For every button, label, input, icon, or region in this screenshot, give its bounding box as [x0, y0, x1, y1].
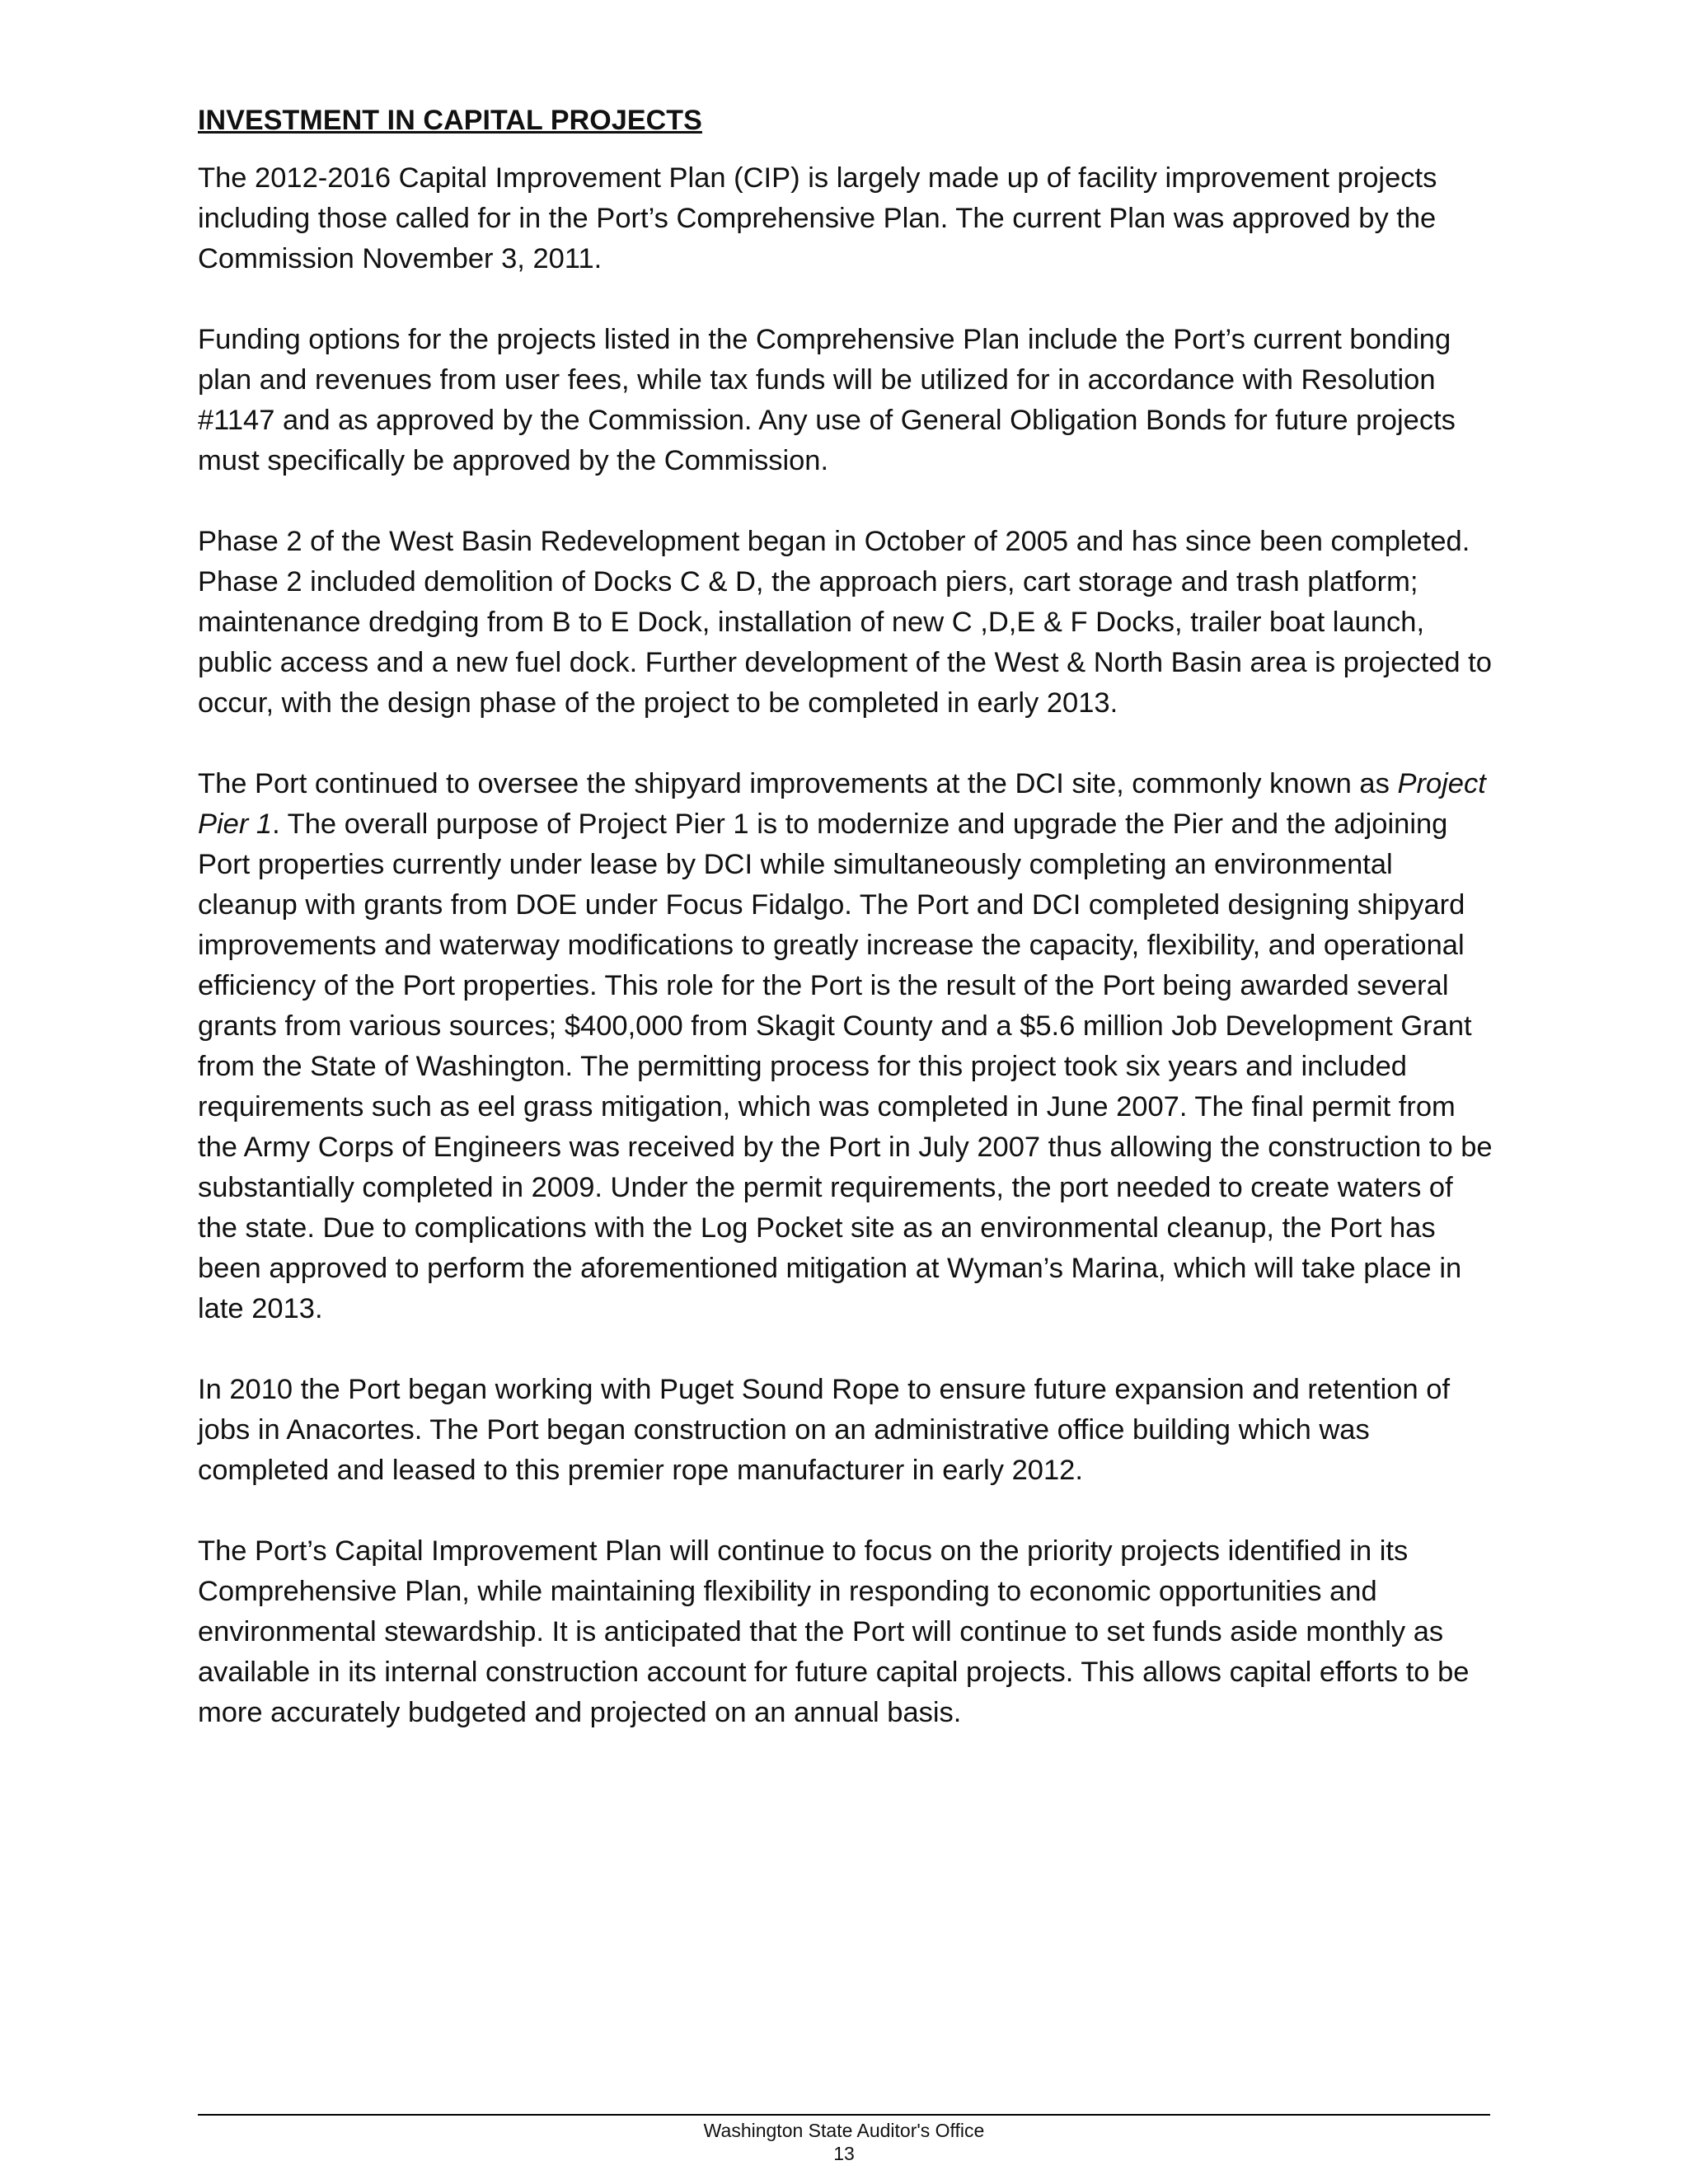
- paragraph-project-pier-1: [198, 764, 1496, 1329]
- paragraph-project-pier-1-lead: The Port continued to oversee the shipyard improvements at the DCI site, commonly known as: [198, 768, 1398, 799]
- page-number: 13: [833, 2143, 855, 2164]
- paragraph-puget-sound-rope: In 2010 the Port began working with Puget Sound Rope to ensure future expansion and retention of jobs in Anacortes. The Port began construction on an administrative office building which was completed and leased to this premier rope manufacturer in early 2012.: [198, 1374, 1451, 1486]
- paragraph-west-basin: Phase 2 of the West Basin Redevelopment began in October of 2005 and has since been completed. Phase 2 included demolition of Docks C & D, the approach piers, cart storage and trash platform; maintenance dredging from B to E Dock, installation of new C ,D,E & F Docks, trailer boat launch, public access and a new fuel dock. Further development of the West & North Basin area is projected to occur, with the design phase of the project to be completed in early 2013.: [198, 526, 1492, 719]
- paragraph-funding-options: Funding options for the projects listed in the Comprehensive Plan include the Port’s current bonding plan and revenues from user fees, while tax funds will be utilized for in accordance with Resolution #1147 and as approved by the Commission. Any use of General Obligation Bonds for future projects must specifically be approved by the Commission.: [198, 324, 1456, 476]
- project-pier-1-italic: Project Pier 1: [198, 768, 1486, 840]
- document-body: [198, 101, 1496, 1774]
- footer-office-name: Washington State Auditor's Office: [703, 2120, 985, 2141]
- paragraph-project-pier-1-rest: . The overall purpose of Project Pier 1 is to modernize and upgrade the Pier and the adjoining Port properties currently under lease by DCI while simultaneously completing an environmental cleanup with grants from DOE under Focus Fidalgo. The Port and DCI completed designing shipyard improvements and waterway modifications to greatly increase the capacity, flexibility, and operational efficiency of the Port properties. This role for the Port is the result of the Port being awarded several grants from various sources; $400,000 from Skagit County and a $5.6 million Job Development Grant from the State of Washington. The permitting process for this project took six years and included requirements such as eel grass mitigation, which was completed in June 2007. The final permit from the Army Corps of Engineers was received by the Port in July 2007 thus allowing the construction to be substantially completed in 2009. Under the permit requirements, the port needed to create waters of the state. Due to complications with the Log Pocket site as an environmental cleanup, the Port has been approved to perform the aforementioned mitigation at Wyman’s Marina, which will take place in late 2013.: [198, 808, 1493, 1324]
- paragraph-cip-overview: The 2012-2016 Capital Improvement Plan (CIP) is largely made up of facility improvement projects including those called for in the Port’s Comprehensive Plan. The current Plan was approved by the Commission November 3, 2011.: [198, 162, 1437, 274]
- paragraph-cip-focus: The Port’s Capital Improvement Plan will continue to focus on the priority projects identified in its Comprehensive Plan, while maintaining flexibility in responding to economic opportunities and environmental stewardship. It is anticipated that the Port will continue to set funds aside monthly as available in its internal construction account for future capital projects. This allows capital efforts to be more accurately budgeted and projected on an annual basis.: [198, 1535, 1470, 1728]
- footer-divider: [198, 2114, 1490, 2116]
- section-heading: INVESTMENT IN CAPITAL PROJECTS: [198, 105, 702, 136]
